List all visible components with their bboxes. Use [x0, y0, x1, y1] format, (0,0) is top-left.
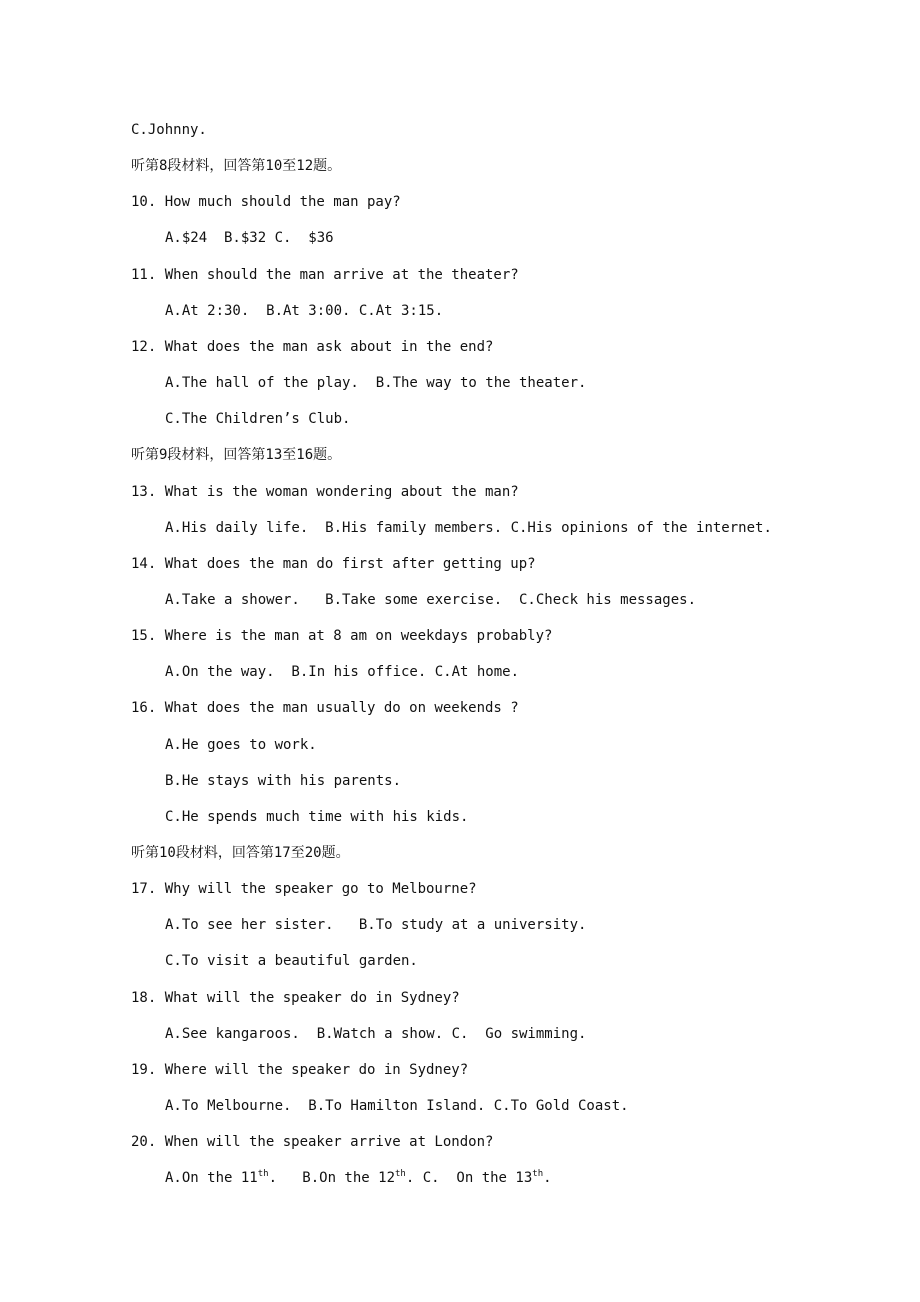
option-line: A.See kangaroos. B.Watch a show. C. Go swimming. — [165, 1025, 587, 1042]
q20-option-c-text: . C. On the 13 — [405, 1170, 533, 1186]
question-line: 20. When will the speaker arrive at London? — [131, 1134, 494, 1151]
option-line: A.He goes to work. — [165, 736, 317, 753]
option-line: C.To visit a beautiful garden. — [165, 953, 418, 970]
question-line: 15. Where is the man at 8 am on weekdays probably? — [131, 628, 553, 645]
q20-option-b-sup: th — [395, 1169, 406, 1179]
q20-option-end: . — [543, 1170, 552, 1186]
option-line: B.He stays with his parents. — [165, 772, 402, 789]
option-line: A.$24 B.$32 C. $36 — [165, 230, 334, 247]
question-line: 16. What does the man usually do on weekends ? — [131, 700, 519, 717]
option-line: A.To see her sister. B.To study at a university. — [165, 917, 587, 934]
question-line: 17. Why will the speaker go to Melbourne? — [131, 881, 477, 898]
section-heading: 听第9段材料，回答第13至16题。 — [131, 447, 342, 464]
option-line: C.The Children’s Club. — [165, 411, 351, 428]
question-line: 19. Where will the speaker do in Sydney? — [131, 1061, 469, 1078]
q20-option-c-sup: th — [532, 1169, 544, 1179]
question-line: 10. How much should the man pay? — [131, 194, 401, 211]
section-heading: 听第8段材料，回答第10至12题。 — [131, 158, 342, 175]
q20-options-line — [165, 1168, 552, 1188]
q20-option-b-text: . B.On the 12 — [268, 1170, 395, 1186]
option-line: A.The hall of the play. B.The way to the theater. — [165, 375, 587, 391]
q20-option-a-text: A.On the 11 — [165, 1170, 258, 1186]
option-line: C.He spends much time with his kids. — [165, 808, 469, 825]
q20-option-a-sup: th — [257, 1169, 269, 1179]
section-heading: C.Johnny. — [131, 122, 207, 138]
option-line: A.At 2:30. B.At 3:00. C.At 3:15. — [165, 302, 444, 319]
question-line: 13. What is the woman wondering about the man? — [131, 483, 519, 500]
question-line: 12. What does the man ask about in the end? — [131, 338, 494, 355]
option-line: A.To Melbourne. B.To Hamilton Island. C.To Gold Coast. — [165, 1098, 629, 1114]
question-line: 14. What does the man do first after getting up? — [131, 555, 536, 572]
section-heading: 听第10段材料，回答第17至20题。 — [131, 845, 350, 861]
option-line: A.Take a shower. B.Take some exercise. C.Check his messages. — [165, 592, 697, 608]
option-line: A.His daily life. B.His family members. C.His opinions of the internet. — [165, 519, 772, 536]
question-line: 11. When should the man arrive at the theater? — [131, 266, 519, 283]
option-line: A.On the way. B.In his office. C.At home. — [165, 664, 520, 681]
question-line: 18. What will the speaker do in Sydney? — [131, 989, 460, 1006]
